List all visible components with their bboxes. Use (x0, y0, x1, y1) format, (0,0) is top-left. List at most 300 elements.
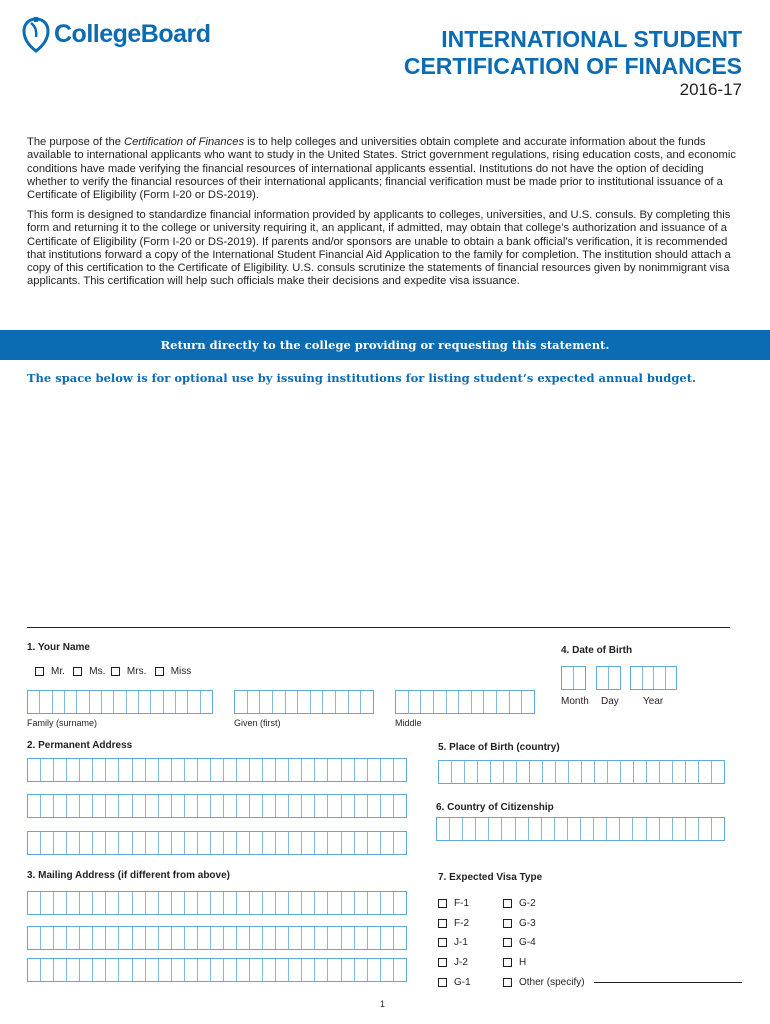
name-label: 1. Your Name (27, 642, 90, 653)
char-box[interactable] (574, 667, 585, 689)
char-box[interactable] (146, 927, 159, 949)
char-box[interactable] (211, 892, 224, 914)
char-box[interactable] (328, 892, 341, 914)
char-box[interactable] (302, 832, 315, 854)
char-box[interactable] (289, 832, 302, 854)
char-box[interactable] (133, 959, 146, 981)
char-box[interactable] (439, 761, 452, 783)
char-box[interactable] (286, 691, 299, 713)
char-box[interactable] (80, 959, 93, 981)
char-box[interactable] (172, 759, 185, 781)
char-box[interactable] (302, 795, 315, 817)
char-box[interactable] (643, 667, 655, 689)
char-box[interactable] (93, 795, 106, 817)
char-box[interactable] (146, 795, 159, 817)
visa-other-specify-line[interactable] (594, 982, 742, 983)
char-box[interactable] (394, 759, 406, 781)
char-box[interactable] (421, 691, 434, 713)
char-box[interactable] (172, 892, 185, 914)
char-box[interactable] (164, 691, 176, 713)
char-box[interactable] (491, 761, 504, 783)
char-box[interactable] (447, 691, 460, 713)
char-box[interactable] (41, 927, 54, 949)
visa-g2[interactable]: G-2 (503, 894, 585, 914)
char-box[interactable] (342, 892, 355, 914)
char-box[interactable] (276, 759, 289, 781)
address-line-3-input[interactable] (27, 831, 407, 855)
char-box[interactable] (502, 818, 515, 840)
budget-area[interactable] (27, 396, 730, 621)
char-box[interactable] (556, 761, 569, 783)
char-box[interactable] (409, 691, 422, 713)
char-box[interactable] (237, 959, 250, 981)
mailing-line-2-input[interactable] (27, 926, 407, 950)
char-box[interactable] (289, 959, 302, 981)
char-box[interactable] (342, 927, 355, 949)
char-box[interactable] (93, 832, 106, 854)
char-box[interactable] (328, 795, 341, 817)
char-box[interactable] (67, 959, 80, 981)
char-box[interactable] (315, 927, 328, 949)
char-box[interactable] (463, 818, 476, 840)
char-box[interactable] (159, 959, 172, 981)
visa-g1[interactable]: G-1 (438, 973, 471, 993)
char-box[interactable] (594, 818, 607, 840)
char-box[interactable] (159, 832, 172, 854)
char-box[interactable] (289, 795, 302, 817)
char-box[interactable] (328, 832, 341, 854)
char-box[interactable] (237, 892, 250, 914)
visa-g3[interactable]: G-3 (503, 914, 585, 934)
char-box[interactable] (67, 795, 80, 817)
dob-year-input[interactable] (630, 666, 677, 690)
char-box[interactable] (396, 691, 409, 713)
char-box[interactable] (581, 818, 594, 840)
char-box[interactable] (102, 691, 114, 713)
char-box[interactable] (198, 795, 211, 817)
visa-other[interactable]: Other (specify) (503, 973, 585, 993)
char-box[interactable] (489, 818, 502, 840)
char-box[interactable] (555, 818, 568, 840)
char-box[interactable] (106, 795, 119, 817)
char-box[interactable] (260, 691, 273, 713)
char-box[interactable] (342, 795, 355, 817)
char-box[interactable] (276, 959, 289, 981)
char-box[interactable] (54, 892, 67, 914)
char-box[interactable] (198, 759, 211, 781)
char-box[interactable] (119, 927, 132, 949)
char-box[interactable] (355, 759, 368, 781)
char-box[interactable] (394, 795, 406, 817)
char-box[interactable] (224, 959, 237, 981)
char-box[interactable] (106, 959, 119, 981)
char-box[interactable] (28, 832, 41, 854)
citizenship-label: 6. Country of Citizenship (436, 802, 554, 813)
char-box[interactable] (106, 759, 119, 781)
char-box[interactable] (302, 927, 315, 949)
char-box[interactable] (133, 892, 146, 914)
char-box[interactable] (185, 892, 198, 914)
visa-j1[interactable]: J-1 (438, 933, 471, 953)
char-box[interactable] (28, 691, 40, 713)
char-box[interactable] (28, 795, 41, 817)
char-box[interactable] (517, 761, 530, 783)
char-box[interactable] (276, 832, 289, 854)
char-box[interactable] (93, 892, 106, 914)
char-box[interactable] (522, 691, 534, 713)
mailing-line-3-input[interactable] (27, 958, 407, 982)
dob-day-input[interactable] (596, 666, 621, 690)
char-box[interactable] (328, 927, 341, 949)
char-box[interactable] (159, 759, 172, 781)
char-box[interactable] (609, 667, 620, 689)
char-box[interactable] (237, 795, 250, 817)
char-box[interactable] (185, 832, 198, 854)
char-box[interactable] (185, 795, 198, 817)
char-box[interactable] (660, 818, 673, 840)
char-box[interactable] (328, 759, 341, 781)
family-name-input[interactable] (27, 690, 213, 714)
char-box[interactable] (368, 759, 381, 781)
dob-month-input[interactable] (561, 666, 586, 690)
char-box[interactable] (368, 892, 381, 914)
char-box[interactable] (114, 691, 126, 713)
char-box[interactable] (620, 818, 633, 840)
char-box[interactable] (80, 759, 93, 781)
char-box[interactable] (127, 691, 139, 713)
char-box[interactable] (381, 892, 394, 914)
char-box[interactable] (394, 959, 406, 981)
address-line-2-input[interactable] (27, 794, 407, 818)
char-box[interactable] (41, 959, 54, 981)
char-box[interactable] (355, 927, 368, 949)
char-box[interactable] (315, 832, 328, 854)
char-box[interactable] (106, 927, 119, 949)
char-box[interactable] (133, 759, 146, 781)
char-box[interactable] (250, 959, 263, 981)
title-miss[interactable]: Miss (155, 666, 192, 677)
char-box[interactable] (54, 832, 67, 854)
char-box[interactable] (139, 691, 151, 713)
char-box[interactable] (80, 795, 93, 817)
char-box[interactable] (582, 761, 595, 783)
char-box[interactable] (381, 927, 394, 949)
char-box[interactable] (394, 927, 406, 949)
char-box[interactable] (224, 759, 237, 781)
char-box[interactable] (67, 832, 80, 854)
char-box[interactable] (276, 795, 289, 817)
char-box[interactable] (273, 691, 286, 713)
title-options (35, 666, 191, 677)
char-box[interactable] (28, 959, 41, 981)
char-box[interactable] (452, 761, 465, 783)
char-box[interactable] (53, 691, 65, 713)
char-box[interactable] (276, 892, 289, 914)
char-box[interactable] (119, 892, 132, 914)
char-box[interactable] (119, 795, 132, 817)
char-box[interactable] (159, 892, 172, 914)
char-box[interactable] (699, 818, 712, 840)
char-box[interactable] (263, 959, 276, 981)
char-box[interactable] (647, 761, 660, 783)
char-box[interactable] (465, 761, 478, 783)
char-box[interactable] (41, 832, 54, 854)
char-box[interactable] (146, 892, 159, 914)
char-box[interactable] (172, 795, 185, 817)
char-box[interactable] (712, 818, 724, 840)
visa-f1[interactable]: F-1 (438, 894, 471, 914)
middle-name-input[interactable] (395, 690, 535, 714)
char-box[interactable] (224, 795, 237, 817)
mailing-line-1-input[interactable] (27, 891, 407, 915)
char-box[interactable] (484, 691, 497, 713)
char-box[interactable] (342, 832, 355, 854)
char-box[interactable] (342, 759, 355, 781)
char-box[interactable] (263, 795, 276, 817)
char-box[interactable] (41, 892, 54, 914)
char-box[interactable] (67, 927, 80, 949)
char-box[interactable] (176, 691, 188, 713)
title-ms[interactable]: Ms. (73, 666, 105, 677)
char-box[interactable] (686, 818, 699, 840)
char-box[interactable] (368, 795, 381, 817)
char-box[interactable] (542, 818, 555, 840)
char-box[interactable] (119, 832, 132, 854)
char-box[interactable] (450, 818, 463, 840)
char-box[interactable] (250, 927, 263, 949)
char-box[interactable] (250, 892, 263, 914)
char-box[interactable] (298, 691, 311, 713)
char-box[interactable] (224, 927, 237, 949)
char-box[interactable] (355, 795, 368, 817)
char-box[interactable] (40, 691, 52, 713)
char-box[interactable] (28, 759, 41, 781)
char-box[interactable] (434, 691, 447, 713)
char-box[interactable] (459, 691, 472, 713)
char-box[interactable] (608, 761, 621, 783)
char-box[interactable] (631, 667, 643, 689)
char-box[interactable] (248, 691, 261, 713)
char-box[interactable] (237, 927, 250, 949)
char-box[interactable] (302, 892, 315, 914)
char-box[interactable] (315, 795, 328, 817)
given-name-input[interactable] (234, 690, 374, 714)
char-box[interactable] (673, 818, 686, 840)
char-box[interactable] (185, 927, 198, 949)
char-box[interactable] (311, 691, 324, 713)
char-box[interactable] (349, 691, 362, 713)
char-box[interactable] (250, 759, 263, 781)
char-box[interactable] (666, 667, 677, 689)
char-box[interactable] (80, 832, 93, 854)
char-box[interactable] (633, 818, 646, 840)
char-box[interactable] (77, 691, 89, 713)
char-box[interactable] (355, 959, 368, 981)
char-box[interactable] (67, 892, 80, 914)
char-box[interactable] (235, 691, 248, 713)
char-box[interactable] (159, 795, 172, 817)
title-mr[interactable]: Mr. (35, 666, 65, 677)
char-box[interactable] (54, 959, 67, 981)
citizenship-input[interactable] (436, 817, 725, 841)
char-box[interactable] (562, 667, 574, 689)
char-box[interactable] (172, 959, 185, 981)
char-box[interactable] (361, 691, 373, 713)
visa-h[interactable]: H (503, 953, 585, 973)
char-box[interactable] (529, 818, 542, 840)
char-box[interactable] (211, 959, 224, 981)
char-box[interactable] (699, 761, 712, 783)
visa-options-col-2 (503, 894, 585, 993)
title-mrs[interactable]: Mrs. (111, 666, 146, 677)
dob-year-label: Year (643, 696, 664, 707)
char-box[interactable] (41, 795, 54, 817)
char-box[interactable] (289, 892, 302, 914)
char-box[interactable] (381, 795, 394, 817)
char-box[interactable] (185, 759, 198, 781)
char-box[interactable] (188, 691, 200, 713)
char-box[interactable] (595, 761, 608, 783)
address-line-1-input[interactable] (27, 758, 407, 782)
char-box[interactable] (472, 691, 485, 713)
char-box[interactable] (172, 832, 185, 854)
char-box[interactable] (568, 818, 581, 840)
char-box[interactable] (686, 761, 699, 783)
char-box[interactable] (336, 691, 349, 713)
char-box[interactable] (224, 892, 237, 914)
char-box[interactable] (478, 761, 491, 783)
char-box[interactable] (133, 927, 146, 949)
char-box[interactable] (302, 759, 315, 781)
char-box[interactable] (660, 761, 673, 783)
char-box[interactable] (93, 759, 106, 781)
char-box[interactable] (263, 892, 276, 914)
char-box[interactable] (119, 759, 132, 781)
char-box[interactable] (41, 759, 54, 781)
char-box[interactable] (211, 759, 224, 781)
char-box[interactable] (597, 667, 609, 689)
char-box[interactable] (712, 761, 724, 783)
char-box[interactable] (263, 927, 276, 949)
char-box[interactable] (263, 832, 276, 854)
char-box[interactable] (146, 832, 159, 854)
char-box[interactable] (198, 927, 211, 949)
char-box[interactable] (28, 927, 41, 949)
char-box[interactable] (237, 832, 250, 854)
char-box[interactable] (394, 892, 406, 914)
char-box[interactable] (315, 759, 328, 781)
char-box[interactable] (80, 892, 93, 914)
char-box[interactable] (211, 832, 224, 854)
char-box[interactable] (328, 959, 341, 981)
visa-j2[interactable]: J-2 (438, 953, 471, 973)
char-box[interactable] (67, 759, 80, 781)
char-box[interactable] (302, 959, 315, 981)
char-box[interactable] (607, 818, 620, 840)
char-box[interactable] (516, 818, 529, 840)
char-box[interactable] (368, 927, 381, 949)
char-box[interactable] (355, 892, 368, 914)
char-box[interactable] (530, 761, 543, 783)
char-box[interactable] (198, 832, 211, 854)
char-box[interactable] (146, 959, 159, 981)
char-box[interactable] (54, 795, 67, 817)
char-box[interactable] (504, 761, 517, 783)
char-box[interactable] (263, 759, 276, 781)
char-box[interactable] (151, 691, 163, 713)
char-box[interactable] (634, 761, 647, 783)
birthplace-input[interactable] (438, 760, 725, 784)
char-box[interactable] (106, 892, 119, 914)
char-box[interactable] (106, 832, 119, 854)
char-box[interactable] (185, 959, 198, 981)
char-box[interactable] (198, 959, 211, 981)
char-box[interactable] (224, 832, 237, 854)
char-box[interactable] (543, 761, 556, 783)
char-box[interactable] (381, 959, 394, 981)
char-box[interactable] (315, 892, 328, 914)
char-box[interactable] (93, 927, 106, 949)
char-box[interactable] (133, 832, 146, 854)
char-box[interactable] (80, 927, 93, 949)
char-box[interactable] (368, 959, 381, 981)
char-box[interactable] (172, 927, 185, 949)
char-box[interactable] (250, 832, 263, 854)
char-box[interactable] (289, 759, 302, 781)
char-box[interactable] (276, 927, 289, 949)
char-box[interactable] (65, 691, 77, 713)
char-box[interactable] (119, 959, 132, 981)
char-box[interactable] (198, 892, 211, 914)
birthplace-label: 5. Place of Birth (country) (438, 742, 560, 753)
char-box[interactable] (673, 761, 686, 783)
char-box[interactable] (323, 691, 336, 713)
char-box[interactable] (621, 761, 634, 783)
char-box[interactable] (54, 759, 67, 781)
char-box[interactable] (654, 667, 666, 689)
char-box[interactable] (250, 795, 263, 817)
char-box[interactable] (90, 691, 102, 713)
char-box[interactable] (237, 759, 250, 781)
char-box[interactable] (315, 959, 328, 981)
char-box[interactable] (569, 761, 582, 783)
char-box[interactable] (342, 959, 355, 981)
visa-g4[interactable]: G-4 (503, 933, 585, 953)
char-box[interactable] (394, 832, 406, 854)
visa-f2[interactable]: F-2 (438, 914, 471, 934)
char-box[interactable] (133, 795, 146, 817)
char-box[interactable] (201, 691, 212, 713)
char-box[interactable] (54, 927, 67, 949)
char-box[interactable] (647, 818, 660, 840)
char-box[interactable] (159, 927, 172, 949)
char-box[interactable] (368, 832, 381, 854)
char-box[interactable] (381, 759, 394, 781)
char-box[interactable] (510, 691, 523, 713)
char-box[interactable] (437, 818, 450, 840)
char-box[interactable] (93, 959, 106, 981)
char-box[interactable] (146, 759, 159, 781)
char-box[interactable] (497, 691, 510, 713)
char-box[interactable] (355, 832, 368, 854)
char-box[interactable] (476, 818, 489, 840)
address-label: 2. Permanent Address (27, 740, 133, 751)
char-box[interactable] (211, 927, 224, 949)
char-box[interactable] (28, 892, 41, 914)
char-box[interactable] (381, 832, 394, 854)
char-box[interactable] (211, 795, 224, 817)
char-box[interactable] (289, 927, 302, 949)
